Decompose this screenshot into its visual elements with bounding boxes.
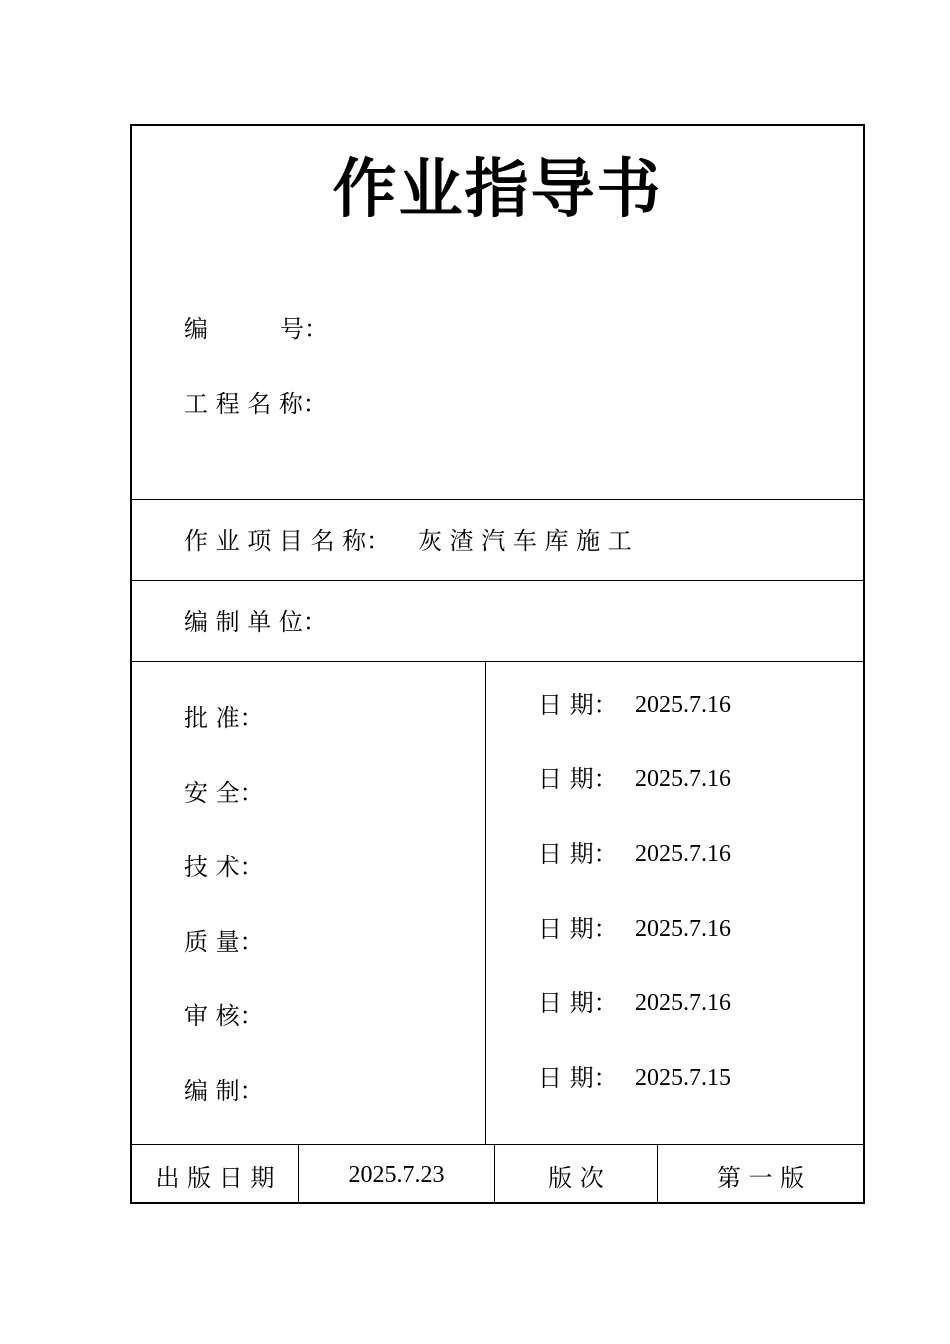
publish-date-label: 出 版 日 期 [155,1163,275,1192]
date-label: 日 期： [538,691,618,719]
date-label: 日 期： [538,989,618,1017]
date-label: 日 期： [538,840,618,868]
approval-role: 安 全： [184,779,264,807]
date-value: 2025.7.15 [635,1065,731,1091]
edition-value: 第 一 版 [716,1163,805,1192]
work-item-label: 作 业 项 目 名 称： [184,527,391,555]
column-divider [485,662,486,1144]
document-title: 作业指导书 [332,153,663,227]
approval-role: 技 术： [184,853,264,881]
divider [132,1144,863,1145]
number-label: 编 号： [184,315,328,343]
date-value: 2025.7.16 [635,766,731,792]
date-label: 日 期： [538,1064,618,1092]
publish-date-value: 2025.7.23 [348,1161,445,1188]
date-value: 2025.7.16 [635,916,731,942]
approval-role: 批 准： [184,704,264,732]
document-frame [130,124,865,1204]
date-value: 2025.7.16 [635,841,731,867]
date-label: 日 期： [538,765,618,793]
work-item-value: 灰 渣 汽 车 库 施 工 [418,527,632,555]
divider [132,661,863,662]
project-name-label: 工 程 名 称： [184,390,327,418]
divider [132,499,863,500]
approval-role: 编 制： [184,1077,264,1105]
date-value: 2025.7.16 [635,990,731,1016]
approval-role: 审 核： [184,1002,264,1030]
approval-role: 质 量： [184,928,264,956]
date-label: 日 期： [538,915,618,943]
divider [132,580,863,581]
edition-label: 版 次 [548,1163,604,1192]
compiling-unit-label: 编 制 单 位： [184,608,327,636]
date-value: 2025.7.16 [635,692,731,718]
